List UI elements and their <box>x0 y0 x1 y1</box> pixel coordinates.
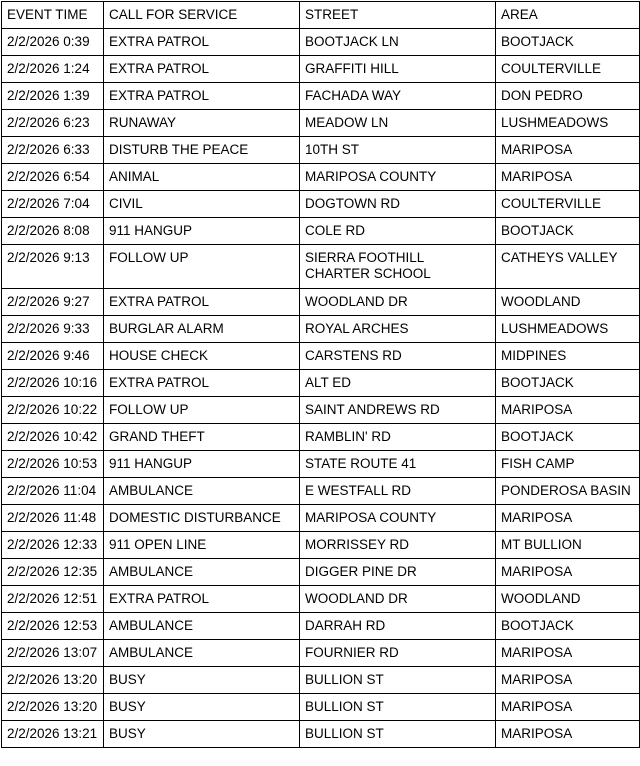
cell-event-time: 2/2/2026 12:35 <box>2 559 104 586</box>
cell-event-time: 2/2/2026 9:13 <box>2 245 104 289</box>
cell-call-for-service: EXTRA PATROL <box>104 586 300 613</box>
cell-area: MARIPOSA <box>496 505 640 532</box>
table-row <box>2 397 640 424</box>
table-row <box>2 451 640 478</box>
cell-street: BULLION ST <box>300 667 496 694</box>
cell-street: BULLION ST <box>300 694 496 721</box>
cell-event-time: 2/2/2026 10:22 <box>2 397 104 424</box>
cell-call-for-service: EXTRA PATROL <box>104 56 300 83</box>
cell-event-time: 2/2/2026 13:07 <box>2 640 104 667</box>
cell-call-for-service: BUSY <box>104 721 300 748</box>
cell-street: RAMBLIN' RD <box>300 424 496 451</box>
table-row <box>2 505 640 532</box>
cell-call-for-service: EXTRA PATROL <box>104 370 300 397</box>
cell-area: MARIPOSA <box>496 694 640 721</box>
cell-event-time: 2/2/2026 12:53 <box>2 613 104 640</box>
call-log-table <box>1 1 640 748</box>
cell-call-for-service: BUSY <box>104 694 300 721</box>
cell-event-time: 2/2/2026 7:04 <box>2 191 104 218</box>
cell-street: BOOTJACK LN <box>300 29 496 56</box>
cell-event-time: 2/2/2026 10:16 <box>2 370 104 397</box>
cell-event-time: 2/2/2026 10:53 <box>2 451 104 478</box>
cell-call-for-service: AMBULANCE <box>104 640 300 667</box>
cell-call-for-service: 911 HANGUP <box>104 451 300 478</box>
table-row <box>2 316 640 343</box>
cell-street: SIERRA FOOTHILL CHARTER SCHOOL <box>300 245 496 289</box>
table-row <box>2 137 640 164</box>
header-event-time: EVENT TIME <box>2 2 104 29</box>
cell-street: STATE ROUTE 41 <box>300 451 496 478</box>
cell-area: DON PEDRO <box>496 83 640 110</box>
cell-street: COLE RD <box>300 218 496 245</box>
cell-area: COULTERVILLE <box>496 191 640 218</box>
cell-event-time: 2/2/2026 13:21 <box>2 721 104 748</box>
cell-area: MARIPOSA <box>496 164 640 191</box>
cell-area: MARIPOSA <box>496 667 640 694</box>
table-body <box>2 29 640 748</box>
table-row <box>2 191 640 218</box>
table-row <box>2 289 640 316</box>
cell-street: FOURNIER RD <box>300 640 496 667</box>
cell-call-for-service: 911 OPEN LINE <box>104 532 300 559</box>
table-row <box>2 83 640 110</box>
table-row <box>2 559 640 586</box>
cell-event-time: 2/2/2026 11:48 <box>2 505 104 532</box>
cell-event-time: 2/2/2026 6:23 <box>2 110 104 137</box>
cell-area: BOOTJACK <box>496 424 640 451</box>
cell-event-time: 2/2/2026 1:24 <box>2 56 104 83</box>
cell-area: MARIPOSA <box>496 721 640 748</box>
cell-call-for-service: BUSY <box>104 667 300 694</box>
cell-event-time: 2/2/2026 10:42 <box>2 424 104 451</box>
cell-street: GRAFFITI HILL <box>300 56 496 83</box>
table-row <box>2 56 640 83</box>
cell-event-time: 2/2/2026 8:08 <box>2 218 104 245</box>
cell-area: FISH CAMP <box>496 451 640 478</box>
cell-area: CATHEYS VALLEY <box>496 245 640 289</box>
cell-call-for-service: EXTRA PATROL <box>104 83 300 110</box>
cell-street: MEADOW LN <box>300 110 496 137</box>
cell-street: CARSTENS RD <box>300 343 496 370</box>
cell-area: BOOTJACK <box>496 370 640 397</box>
cell-area: MIDPINES <box>496 343 640 370</box>
cell-call-for-service: FOLLOW UP <box>104 245 300 289</box>
cell-area: MARIPOSA <box>496 640 640 667</box>
cell-area: COULTERVILLE <box>496 56 640 83</box>
cell-call-for-service: EXTRA PATROL <box>104 289 300 316</box>
cell-area: MARIPOSA <box>496 137 640 164</box>
cell-event-time: 2/2/2026 9:33 <box>2 316 104 343</box>
table-row <box>2 164 640 191</box>
table-row <box>2 667 640 694</box>
table-row <box>2 586 640 613</box>
table-row <box>2 640 640 667</box>
cell-call-for-service: BURGLAR ALARM <box>104 316 300 343</box>
cell-street: MARIPOSA COUNTY <box>300 164 496 191</box>
cell-call-for-service: AMBULANCE <box>104 613 300 640</box>
cell-call-for-service: ANIMAL <box>104 164 300 191</box>
cell-area: BOOTJACK <box>496 613 640 640</box>
table-row <box>2 110 640 137</box>
cell-event-time: 2/2/2026 9:27 <box>2 289 104 316</box>
table-row <box>2 245 640 289</box>
table-row <box>2 532 640 559</box>
cell-event-time: 2/2/2026 6:33 <box>2 137 104 164</box>
cell-street: DIGGER PINE DR <box>300 559 496 586</box>
header-row <box>2 2 640 29</box>
cell-street: MORRISSEY RD <box>300 532 496 559</box>
cell-area: MT BULLION <box>496 532 640 559</box>
cell-street: SAINT ANDREWS RD <box>300 397 496 424</box>
cell-area: MARIPOSA <box>496 397 640 424</box>
cell-call-for-service: EXTRA PATROL <box>104 29 300 56</box>
cell-event-time: 2/2/2026 12:51 <box>2 586 104 613</box>
cell-call-for-service: DOMESTIC DISTURBANCE <box>104 505 300 532</box>
cell-call-for-service: CIVIL <box>104 191 300 218</box>
cell-street: FACHADA WAY <box>300 83 496 110</box>
table-row <box>2 218 640 245</box>
table-row <box>2 370 640 397</box>
cell-call-for-service: GRAND THEFT <box>104 424 300 451</box>
table-row <box>2 613 640 640</box>
table-header <box>2 2 640 29</box>
cell-event-time: 2/2/2026 11:04 <box>2 478 104 505</box>
cell-event-time: 2/2/2026 12:33 <box>2 532 104 559</box>
table-row <box>2 721 640 748</box>
cell-street: 10TH ST <box>300 137 496 164</box>
cell-area: BOOTJACK <box>496 29 640 56</box>
cell-call-for-service: DISTURB THE PEACE <box>104 137 300 164</box>
cell-street: E WESTFALL RD <box>300 478 496 505</box>
cell-street: BULLION ST <box>300 721 496 748</box>
cell-event-time: 2/2/2026 0:39 <box>2 29 104 56</box>
cell-area: WOODLAND <box>496 289 640 316</box>
cell-street: DARRAH RD <box>300 613 496 640</box>
table-row <box>2 343 640 370</box>
cell-area: BOOTJACK <box>496 218 640 245</box>
cell-call-for-service: AMBULANCE <box>104 478 300 505</box>
table-row <box>2 29 640 56</box>
cell-event-time: 2/2/2026 13:20 <box>2 667 104 694</box>
cell-event-time: 2/2/2026 9:46 <box>2 343 104 370</box>
cell-call-for-service: RUNAWAY <box>104 110 300 137</box>
table-row <box>2 478 640 505</box>
cell-event-time: 2/2/2026 13:20 <box>2 694 104 721</box>
cell-area: MARIPOSA <box>496 559 640 586</box>
cell-street: WOODLAND DR <box>300 289 496 316</box>
cell-street: MARIPOSA COUNTY <box>300 505 496 532</box>
table-row <box>2 694 640 721</box>
header-area: AREA <box>496 2 640 29</box>
cell-street: WOODLAND DR <box>300 586 496 613</box>
table-row <box>2 424 640 451</box>
cell-event-time: 2/2/2026 1:39 <box>2 83 104 110</box>
cell-call-for-service: HOUSE CHECK <box>104 343 300 370</box>
cell-call-for-service: 911 HANGUP <box>104 218 300 245</box>
cell-area: LUSHMEADOWS <box>496 110 640 137</box>
cell-street: ROYAL ARCHES <box>300 316 496 343</box>
cell-area: PONDEROSA BASIN <box>496 478 640 505</box>
cell-street: DOGTOWN RD <box>300 191 496 218</box>
cell-street: ALT ED <box>300 370 496 397</box>
cell-area: LUSHMEADOWS <box>496 316 640 343</box>
header-street: STREET <box>300 2 496 29</box>
header-call-for-service: CALL FOR SERVICE <box>104 2 300 29</box>
cell-call-for-service: FOLLOW UP <box>104 397 300 424</box>
cell-event-time: 2/2/2026 6:54 <box>2 164 104 191</box>
cell-area: WOODLAND <box>496 586 640 613</box>
cell-call-for-service: AMBULANCE <box>104 559 300 586</box>
